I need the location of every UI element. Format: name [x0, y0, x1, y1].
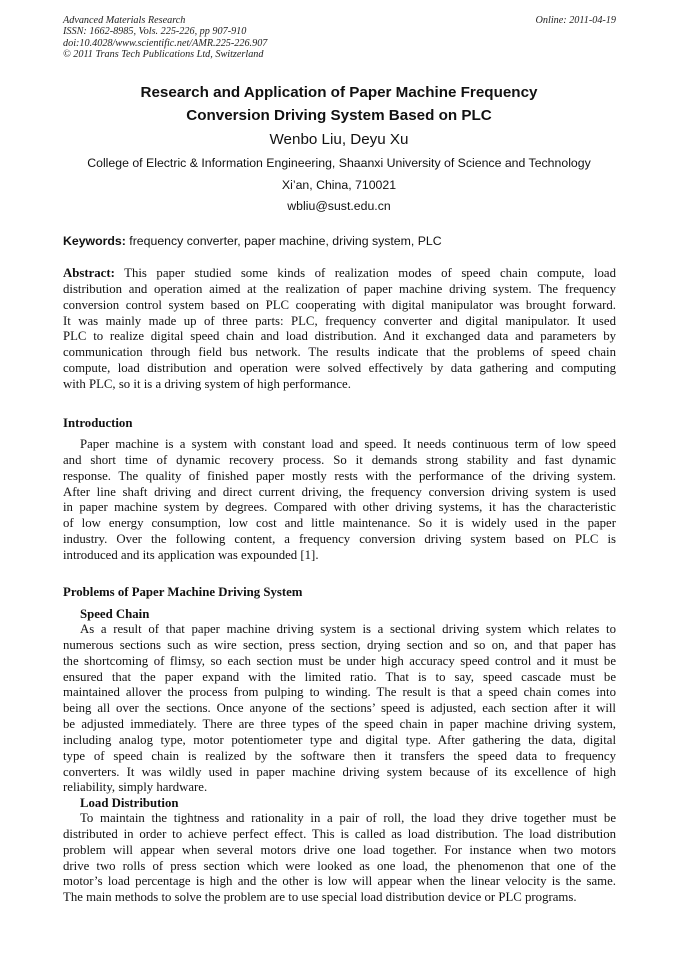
paper-title	[40, 81, 638, 127]
author-email: wbliu@sust.edu.cn	[287, 199, 391, 213]
abstract-line-text: This paper studied some kinds of realization modes of speed chain compute, load	[114, 266, 616, 280]
intro-line: Paper machine is a system with constant load and speed. It needs continuous term of low speed	[80, 437, 616, 451]
load-distribution-line: distributed in order to achieve perfect effect. This is called as load distribution. The load distribution	[63, 826, 616, 841]
intro-line: in paper machine system by degrees. Compared with other driving systems, it has the characteristic	[63, 500, 616, 515]
journal-info	[63, 15, 443, 61]
journal-doi: doi:10.4028/www.scientific.net/AMR.225-226.907	[63, 37, 268, 49]
load-distribution-line: To maintain the tightness and rationality in a pair of roll, the load they drive together must be	[80, 811, 616, 825]
section-heading-problems: Problems of Paper Machine Driving System	[63, 585, 303, 599]
subsection-heading-load-distribution: Load Distribution	[80, 796, 179, 810]
keywords-text: frequency converter, paper machine, driving system, PLC	[125, 234, 442, 248]
abstract-line: It was mainly made up of three parts: PLC, frequency converter and digital manipulator. It used	[63, 313, 616, 328]
speed-chain-line: maintained allover the process from pulping to winding. The result is that a speed chain comes into	[63, 685, 616, 700]
section-heading-introduction: Introduction	[63, 416, 133, 430]
speed-chain-line: ensured that the paper expand with the limited ratio. That is to say, speed cascade must be	[63, 669, 616, 684]
journal-name: Advanced Materials Research	[63, 15, 186, 26]
intro-line: and short time of dynamic recovery process. So it demands strong stability and fast dynamic	[63, 452, 616, 467]
load-distribution-line: problem will appear when several motors drive one load together. For instance when two motors	[63, 842, 616, 857]
abstract-line: PLC to realize digital speed chain and load distribution. And it exchanged data and parameters by	[63, 329, 616, 344]
speed-chain-line: be adjusted immediately. There are three types of the speed chain in paper machine driving system,	[63, 717, 616, 732]
abstract-line: compute, load distribution and operation were solved effectively by data gathering and computing	[63, 361, 616, 376]
speed-chain-line: being all over the sections. Once anyone of the sections’ speed is adjusted, each section after it will	[63, 701, 616, 716]
speed-chain-line: As a result of that paper machine driving system is a sectional driving system which relates to	[80, 622, 616, 636]
intro-line: of low energy consumption, low cost and little maintenance. So it is widely used in the paper	[63, 516, 616, 531]
speed-chain-line: type of speed chain is realized by the software then it transfers the speed data to frequency	[63, 748, 616, 763]
intro-line: industry. Over the following content, a frequency conversion driving system based on PLC is	[63, 532, 616, 547]
keywords	[63, 233, 616, 249]
speed-chain-line: including analog type, motor potentiometer type and digital type. After gathering the data, digital	[63, 732, 616, 747]
author-city: Xi’an, China, 710021	[281, 178, 397, 192]
load-distribution-line: The main methods to solve the problem are to use special load distribution device or PLC programs.	[63, 890, 577, 905]
paper-title-line-1: Research and Application of Paper Machine Frequency	[140, 84, 538, 101]
speed-chain-line: converters. It was wildly used in paper machine driving system because of its excellence of high	[63, 764, 616, 779]
abstract-line: conversion control system based on PLC cooperating with digital manipulator was brought forward.	[63, 297, 616, 312]
speed-chain-body	[63, 622, 616, 796]
keywords-label: Keywords:	[63, 234, 126, 248]
abstract-line: with PLC, so it is a driving system of high performance.	[63, 376, 351, 391]
intro-line: After line shaft driving and direct current driving, the frequency conversion driving system is used	[63, 484, 616, 499]
author-affiliation: College of Electric & Information Engineering, Shaanxi University of Science and Technology	[87, 156, 591, 170]
online-date: Online: 2011-04-19	[535, 15, 616, 26]
intro-line: response. The quality of finished paper mostly rests with the performance of the driving system.	[63, 468, 616, 483]
journal-copyright: © 2011 Trans Tech Publications Ltd, Switzerland	[63, 49, 264, 61]
introduction-body	[63, 437, 616, 564]
abstract-line: communication through field bus network. The results indicate that the problems of speed chain	[63, 345, 616, 360]
abstract-label: Abstract:	[63, 266, 115, 280]
abstract-line: distribution and operation aimed at the realization of paper machine driving system. The frequency	[63, 281, 616, 296]
speed-chain-line: reliability, simply hardware.	[63, 780, 208, 795]
abstract-line	[63, 266, 616, 282]
intro-line: introduced and its application was expounded [1].	[63, 547, 319, 562]
speed-chain-line: the shortcoming of flimsy, so each section must be under high accuracy speed control and it must be	[63, 653, 616, 668]
paper-authors: Wenbo Liu, Deyu Xu	[269, 131, 409, 148]
subsection-heading-speed-chain: Speed Chain	[80, 607, 150, 621]
load-distribution-line: motor’s load percentage is high and the other is low will appear when the linear velocity is the same.	[63, 874, 616, 889]
load-distribution-line: drive two rolls of press section which were looked as one load, the phenomenon that one of the	[63, 858, 616, 873]
load-distribution-body	[63, 811, 616, 906]
abstract	[63, 266, 616, 393]
paper-title-line-2: Conversion Driving System Based on PLC	[186, 107, 492, 124]
speed-chain-line: numerous sections such as wire section, press section, drying section and so on, and that paper has	[63, 637, 616, 652]
journal-issn: ISSN: 1662-8985, Vols. 225-226, pp 907-910	[63, 26, 247, 38]
